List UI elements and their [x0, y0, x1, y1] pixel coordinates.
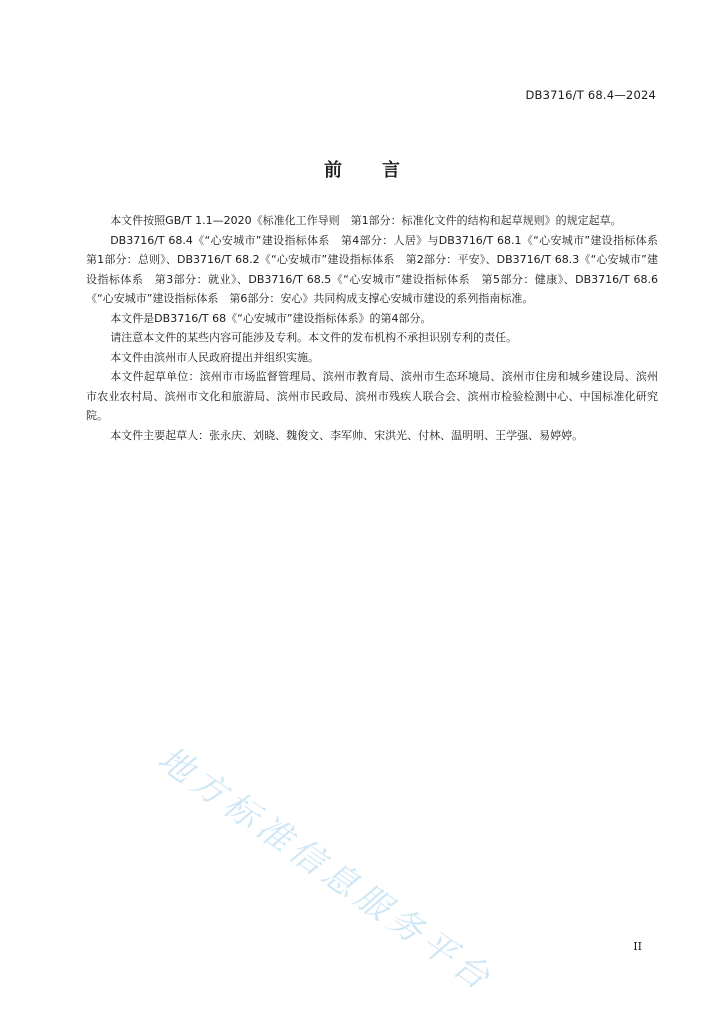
- paragraph-patent-notice: 请注意本文件的某些内容可能涉及专利。本文件的发布机构不承担识别专利的责任。: [110, 331, 518, 344]
- standard-code: DB3716/T 68.4—2024: [525, 88, 656, 102]
- paragraph-part-statement: 本文件是DB3716/T 68《“心安城市”建设指标体系》的第4部分。: [110, 311, 432, 325]
- paragraph-drafters: 本文件主要起草人：张永庆、刘晓、魏俊文、李军帅、宋洪光、付林、温明明、王学强、易婷婷。: [110, 428, 584, 442]
- paragraph-drafting-rules: 本文件按照GB/T 1.1—2020《标准化工作导则 第1部分：标准化文件的结构和起草规则》的规定起草。: [110, 214, 622, 227]
- page-number: II: [633, 940, 642, 953]
- page-title: 前言: [324, 160, 440, 181]
- paragraph-series-composition: DB3716/T 68.4《“心安城市”建设指标体系 第4部分：人居》与DB3716/T 68.1《“心安城市”建设指标体系 第1部分：总则》、DB3716/T 68.2《“心安城市”建设指标体系 第2部分：平安》、DB3716/T 68.3《“心安城市”建设指标体系 第3部分：就业》、DB3716/T 68.5《“心安城市”建设指标体系 第5部分：健康》、DB3716/T 68.6《“心安城市”建设指标体系 第6部分：安心》共同构成支撑心安城市建设的系列指南标准。: [86, 233, 669, 305]
- watermark-text: 地方标准信息服务平台: [150, 738, 502, 1001]
- paragraph-drafting-units: 本文件起草单位：滨州市市场监督管理局、滨州市教育局、滨州市生态环境局、滨州市住房和城乡建设局、滨州市农业农村局、滨州市文化和旅游局、滨州市民政局、滨州市残疾人联合会、滨州市检验检测中心、中国标准化研究院。: [86, 370, 658, 422]
- paragraph-proposer: 本文件由滨州市人民政府提出并组织实施。: [110, 350, 320, 364]
- foreword-body: [86, 211, 669, 445]
